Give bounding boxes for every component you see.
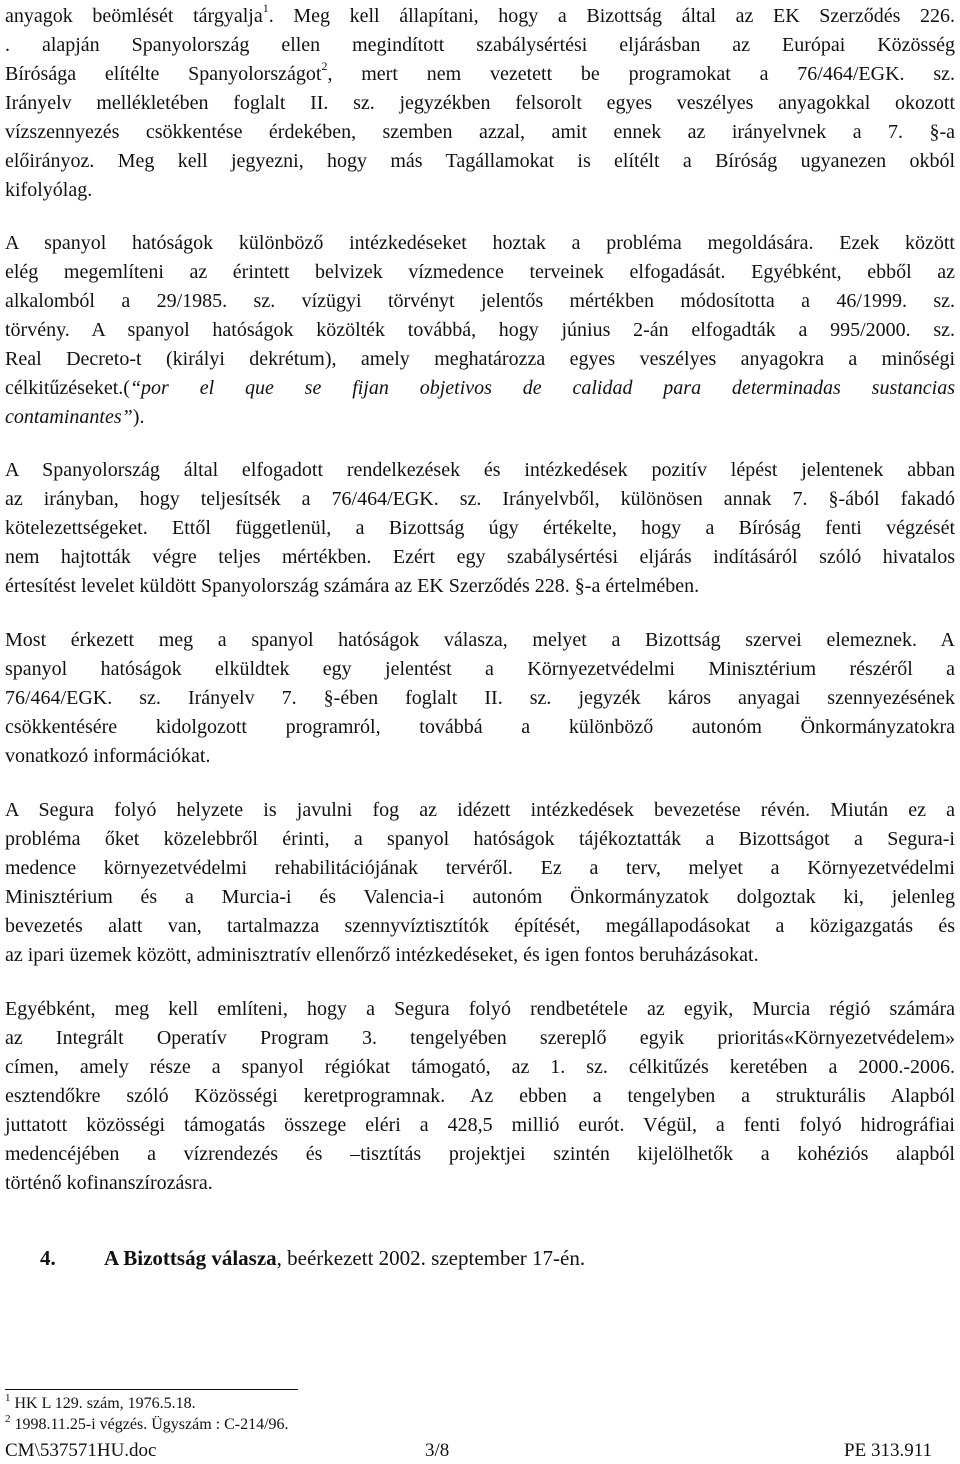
text-run: Bírósága elítélte Spanyolországot bbox=[5, 63, 322, 85]
text-line: elég megemlíteni az érintett belvizek vízmedence terveinek elfogadását. Egyébként, ebből az bbox=[5, 261, 955, 283]
text-line: értesítést levelet küldött Spanyolország számára az EK Szerződés 228. §-a értelmében. bbox=[5, 575, 700, 597]
footer-doc-ref: CM\537571HU.doc bbox=[5, 1440, 157, 1461]
text-line: spanyol hatóságok elküldtek egy jelentést a Környezetvédelmi Minisztérium részéről a bbox=[5, 658, 955, 680]
text-line: címen, amely része a spanyol régiókat támogató, az 1. sz. célkitűzés keretében a 2000.-2006. bbox=[5, 1056, 955, 1078]
text-run: ). bbox=[132, 406, 145, 428]
paragraph-3 bbox=[5, 456, 955, 601]
text-run: , mert nem vezetett be programokat a 76/464/EGK. sz. bbox=[327, 63, 955, 85]
text-line bbox=[5, 2, 955, 31]
footnote-2 bbox=[5, 1412, 289, 1434]
text-line: vonatkozó információkat. bbox=[5, 745, 211, 767]
text-line: előirányoz. Meg kell jegyezni, hogy más Tagállamokat is elítélt a Bíróság ugyanezen okból bbox=[5, 150, 955, 172]
text-line: A spanyol hatóságok különböző intézkedéseket hoztak a probléma megoldására. Ezek között bbox=[5, 232, 955, 254]
footnote-ref-1[interactable]: 1 bbox=[262, 1, 269, 16]
text-line: történő kofinanszírozásra. bbox=[5, 1172, 213, 1194]
paragraph-1 bbox=[5, 2, 955, 205]
footnote-separator bbox=[5, 1389, 298, 1390]
paragraph-5 bbox=[5, 796, 955, 970]
text-line: Egyébként, meg kell említeni, hogy a Segura folyó rendbetétele az egyik, Murcia régió számára bbox=[5, 998, 955, 1020]
text-line: csökkentésére kidolgozott programról, továbbá a különböző autonóm Önkormányzatokra bbox=[5, 716, 955, 738]
text-line: bevezetés alatt van, tartalmazza szennyvíztisztítók építését, megállapodásokat a közigazgatás és bbox=[5, 915, 955, 937]
text-line: Real Decreto-t (királyi dekrétum), amely meghatározza egyes veszélyes anyagokra a minőségi bbox=[5, 348, 955, 370]
footnote-text: HK L 129. szám, 1976.5.18. bbox=[10, 1395, 196, 1412]
text-run: célkitűzéseket.( bbox=[5, 377, 130, 399]
text-line bbox=[5, 60, 955, 89]
spanish-title-end: contaminantes” bbox=[5, 406, 133, 428]
footer-page-number: 3/8 bbox=[425, 1440, 450, 1461]
text-line: törvény. A spanyol hatóságok közölték továbbá, hogy június 2-án elfogadták a 995/2000. sz. bbox=[5, 319, 955, 341]
paragraph-4 bbox=[5, 626, 955, 771]
text-line: Minisztérium és a Murcia-i és Valencia-i autonóm Önkormányzatok dolgoztak ki, jelenleg bbox=[5, 886, 955, 908]
section-heading bbox=[40, 1246, 585, 1271]
text-line: Most érkezett meg a spanyol hatóságok válasza, melyet a Bizottság szervei elemeznek. A bbox=[5, 629, 955, 651]
text-line: . alapján Spanyolország ellen megindított szabálysértési eljárásban az Európai Közösség bbox=[5, 34, 955, 56]
section-title: A Bizottság válasza bbox=[104, 1246, 277, 1270]
text-line: juttatott közösségi támogatás összege eléri a 428,5 millió eurót. Végül, a fenti folyó hidrográfiai bbox=[5, 1114, 955, 1136]
footnote-mark: 1 bbox=[5, 1391, 11, 1404]
text-line: Irányelv mellékletében foglalt II. sz. jegyzékben felsorolt egyes veszélyes anyagokkal okozott bbox=[5, 92, 955, 114]
text-line: A Segura folyó helyzete is javulni fog az idézett intézkedések bevezetése révén. Miután ez a bbox=[5, 799, 955, 821]
paragraph-6 bbox=[5, 995, 955, 1198]
footnote-1 bbox=[5, 1391, 196, 1414]
spanish-title: “por el que se fijan objetivos de calidad para determinadas sustancias bbox=[129, 377, 955, 399]
footnote-ref-2[interactable]: 2 bbox=[321, 59, 328, 74]
text-line: kötelezettségeket. Ettől függetlenül, a Bizottság úgy értékelte, hogy a Bíróság fenti végzését bbox=[5, 517, 955, 539]
text-line: medence környezetvédelmi rehabilitációjának tervéről. Ez a terv, melyet a Környezetvédelmi bbox=[5, 857, 955, 879]
text-line: az Integrált Operatív Program 3. tengelyében szereplő egyik prioritás«Környezetvédelem» bbox=[5, 1027, 955, 1049]
text-line: probléma őket közelebbről érinti, a spanyol hatóságok tájékoztatták a Bizottságot a Segura-i bbox=[5, 828, 955, 850]
section-number: 4. bbox=[40, 1246, 56, 1270]
footer-pe-ref: PE 313.911 bbox=[844, 1440, 932, 1461]
text-line bbox=[5, 403, 955, 432]
text-line: vízszennyezés csökkentése érdekében, szemben azzal, amit ennek az irányelvnek a 7. §-a bbox=[5, 121, 955, 143]
paragraph-2 bbox=[5, 229, 955, 432]
text-line: medencéjében a vízrendezés és –tisztítás projektjei szintén kijelölhetők a kohéziós alapból bbox=[5, 1143, 955, 1165]
text-line: 76/464/EGK. sz. Irányelv 7. §-ében foglalt II. sz. jegyzék káros anyagai szennyezésének bbox=[5, 687, 955, 709]
text-line: nem hajtották végre teljes mértékben. Ezért egy szabálysértési eljárás indításáról szóló hivatalos bbox=[5, 546, 955, 568]
text-line: az irányban, hogy teljesítsék a 76/464/EGK. sz. Irányelvből, különösen annak 7. §-ából fakadó bbox=[5, 488, 955, 510]
section-date: , beérkezett 2002. szeptember 17-én. bbox=[276, 1246, 586, 1270]
text-run: . Meg kell állapítani, hogy a Bizottság által az EK Szerződés 226. bbox=[268, 5, 956, 27]
text-line bbox=[5, 374, 955, 403]
text-line: kifolyólag. bbox=[5, 179, 93, 201]
footnote-text: 1998.11.25-i végzés. Ügyszám : C-214/96. bbox=[10, 1416, 289, 1433]
text-run: anyagok beömlését tárgyalja bbox=[5, 5, 263, 27]
text-line: esztendőkre szóló Közösségi keretprogramnak. Az ebben a tengelyben a strukturális Alapból bbox=[5, 1085, 955, 1107]
text-line: az ipari üzemek között, adminisztratív ellenőrző intézkedéseket, és igen fontos beruházásokat. bbox=[5, 944, 759, 966]
text-line: alkalomból a 29/1985. sz. vízügyi törvényt jelentős mértékben módosította a 46/1999. sz. bbox=[5, 290, 955, 312]
text-line: A Spanyolország által elfogadott rendelkezések és intézkedések pozitív lépést jelentenek abban bbox=[5, 459, 955, 481]
footnote-mark: 2 bbox=[5, 1412, 11, 1425]
